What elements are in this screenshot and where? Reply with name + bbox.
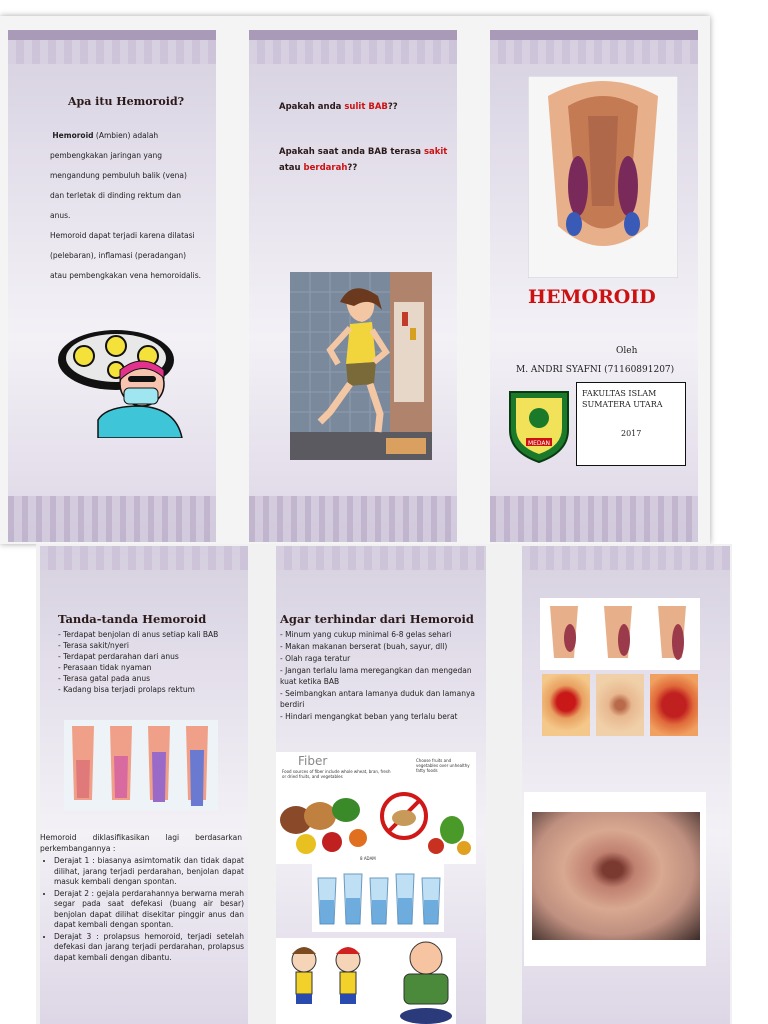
panel-title: Agar terhindar dari Hemoroid xyxy=(280,612,474,626)
list-item: - Makan makanan berserat (buah, sayur, dll) xyxy=(280,641,480,652)
fiber-foods-image xyxy=(276,752,476,864)
year: 2017 xyxy=(621,429,642,438)
panel-top-band xyxy=(490,30,698,40)
clinical-photo-large xyxy=(532,812,700,940)
girl-running-to-toilet-illustration xyxy=(290,272,432,460)
fiber-heading: Fiber xyxy=(298,754,328,768)
panel-bottom-ornament xyxy=(249,496,457,542)
panel-signs xyxy=(40,546,248,1024)
clinical-photo-1 xyxy=(542,674,590,736)
panel-questions xyxy=(249,30,457,542)
panel-title: Tanda-tanda Hemoroid xyxy=(58,612,207,626)
signs-list xyxy=(58,629,244,695)
definition-body: (Ambien) adalah pembengkakan jaringan yang mengandung pembuluh balik (vena) dan terletak di dinding rektum dan anus. xyxy=(50,131,187,220)
by-label: Oleh xyxy=(616,346,638,356)
panel-top-band xyxy=(8,30,216,40)
fiber-caption: Food sources of fiber include whole wheat, bran, fresh or dried fruits, and vegetables xyxy=(282,769,391,779)
q2-text: Apakah saat anda BAB terasa xyxy=(279,147,424,157)
clinical-photo-3 xyxy=(650,674,698,736)
panel-top-ornament xyxy=(522,546,730,570)
svg-text:MEDAN: MEDAN xyxy=(527,440,551,447)
food-illustration xyxy=(276,780,476,864)
definition-term: Hemoroid xyxy=(52,131,94,140)
list-item: - Perasaan tidak nyaman xyxy=(58,662,244,673)
anatomy-illustration xyxy=(528,76,678,278)
definition-text xyxy=(50,126,202,286)
panel-what-is-hemoroid xyxy=(8,30,216,542)
university-logo xyxy=(506,386,572,464)
list-item: - Seimbangkan antara lamanya duduk dan lamanya berdiri xyxy=(280,688,480,710)
list-item: - Terasa gatal pada anus xyxy=(58,673,244,684)
water-glasses-image xyxy=(312,856,444,932)
cause-text: Hemoroid dapat terjadi karena dilatasi (pelebaran), inflamasi (peradangan) atau pembengkakan vena hemoroidalis. xyxy=(50,231,202,280)
list-item: - Terdapat perdarahan dari anus xyxy=(58,651,244,662)
panel-bottom-ornament xyxy=(490,496,698,542)
water-label: 8 ADAM xyxy=(360,856,376,861)
panel-prevention xyxy=(276,546,486,1024)
brochure-title: HEMOROID xyxy=(528,286,656,308)
panel-title: Apa itu Hemoroid? xyxy=(68,95,185,108)
faculty-box xyxy=(576,382,686,466)
degree-list xyxy=(40,856,244,964)
classification-intro: Hemoroid diklasifikasikan lagi berdasarkan perkembangannya : xyxy=(40,833,242,853)
list-item: - Olah raga teratur xyxy=(280,653,480,664)
list-item: - Terasa sakit/nyeri xyxy=(58,640,244,651)
list-item: • Derajat 3 : prolapsus hemoroid, terjadi setelah defekasi dan jarang terjadi perdarahan, prolapsus dapat kembali dengan dibantu. xyxy=(54,932,244,964)
exercise-and-toilet-illustration xyxy=(276,938,456,1024)
prevention-list xyxy=(280,629,480,722)
q1-text: Apakah anda xyxy=(279,102,345,112)
fiber-caption-2: Choose fruits and vegetables over unhealthy fatty foods xyxy=(416,758,470,773)
clinical-photo-large-frame xyxy=(524,792,706,966)
hemorrhoid-stages-illustration xyxy=(64,720,218,810)
list-item: - Terdapat benjolan di anus setiap kali BAB xyxy=(58,629,244,640)
list-item: - Jangan terlalu lama meregangkan dan mengedan kuat ketika BAB xyxy=(280,665,480,687)
clinical-photo-2 xyxy=(596,674,644,736)
q1-end: ?? xyxy=(387,102,398,112)
list-item: - Minum yang cukup minimal 6-8 gelas sehari xyxy=(280,629,480,640)
glasses-illustration xyxy=(312,864,444,932)
panel-top-ornament xyxy=(490,40,698,64)
list-item: • Derajat 2 : gejala perdarahannya berwarna merah segar pada saat defekasi (buang air besar) benjolan dapat dilihat disekitar pinggir anus dan dapat kembali dengan spontan. xyxy=(54,889,244,931)
surgeon-illustration xyxy=(58,328,188,438)
panel-top-ornament xyxy=(249,40,457,64)
q1-highlight: sulit BAB xyxy=(344,102,388,112)
faculty-name: FAKULTAS ISLAM SUMATERA UTARA xyxy=(582,389,663,409)
panel-top-band xyxy=(249,30,457,40)
list-item: - Kadang bisa terjadi prolaps rektum xyxy=(58,684,244,695)
panel-bottom-ornament xyxy=(8,496,216,542)
author-name: M. ANDRI SYAFNI (71160891207) xyxy=(516,365,675,375)
panel-cover xyxy=(490,30,698,542)
list-item: - Hindari mengangkat beban yang terlalu berat xyxy=(280,711,480,722)
anatomy-stage-photos xyxy=(540,598,700,670)
panel-top-ornament xyxy=(40,546,248,570)
anatomy-stages-illustration xyxy=(540,598,700,670)
panel-top-ornament xyxy=(276,546,486,570)
panel-top-ornament xyxy=(8,40,216,64)
list-item: • Derajat 1 : biasanya asimtomatik dan tidak dapat dilihat, jarang terjadi perdarahan, benjolan dapat masuk kembali dengan spontan. xyxy=(54,856,244,888)
question-constipation xyxy=(279,102,398,112)
q2-highlight-pain: sakit xyxy=(423,147,448,157)
question-pain xyxy=(279,144,449,176)
q2-highlight-bleed: berdarah xyxy=(303,163,348,173)
q2-or: atau xyxy=(279,163,304,173)
q2-end: ?? xyxy=(347,163,358,173)
panel-photos xyxy=(522,546,730,1024)
